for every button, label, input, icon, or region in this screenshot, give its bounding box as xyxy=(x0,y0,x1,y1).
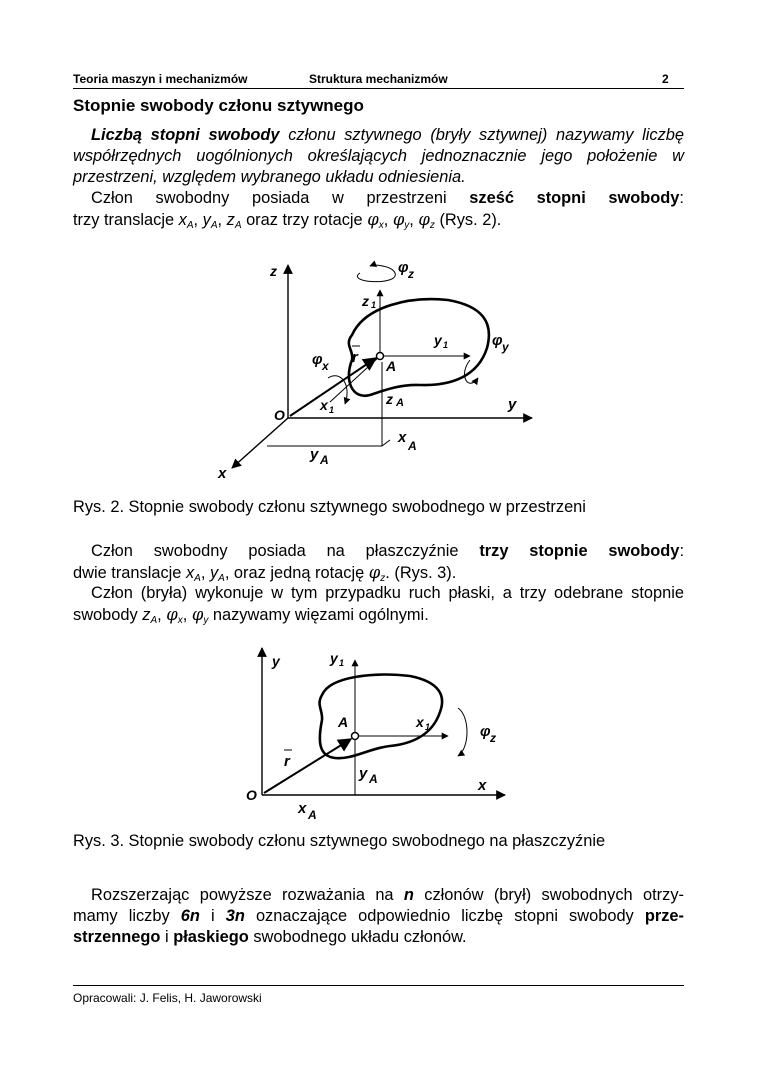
svg-text:O: O xyxy=(274,407,285,423)
paragraph-extension-line1: Rozszerzając powyższe rozważania na n członów (brył) swobodnych otrzy- xyxy=(91,886,684,904)
svg-text:y: y xyxy=(434,332,442,348)
svg-text:1: 1 xyxy=(425,722,431,732)
header-center: Struktura mechanizmów xyxy=(309,72,448,86)
svg-text:x: x xyxy=(298,800,307,817)
svg-text:φ: φ xyxy=(312,351,323,368)
svg-text:1: 1 xyxy=(443,340,449,350)
svg-text:y: y xyxy=(310,446,319,463)
svg-text:φ: φ xyxy=(480,723,491,740)
paragraph-definition: Liczbą stopni swobody członu sztywnego (bryły sztywnej) nazywamy liczbę współrzędnych uogólnionych określających jednoznacznie jego położenie w przestrzeni, względem wybranego układu odniesienia. xyxy=(73,126,685,186)
svg-text:x: x xyxy=(218,465,227,482)
rigid-body-outline xyxy=(349,299,489,396)
svg-text:A: A xyxy=(408,439,417,453)
svg-text:x: x xyxy=(398,429,407,446)
svg-text:x: x xyxy=(322,359,329,373)
svg-text:A: A xyxy=(386,358,397,374)
svg-text:y: y xyxy=(502,340,509,354)
svg-text:φ: φ xyxy=(492,332,503,349)
svg-text:z: z xyxy=(386,391,393,407)
header-rule xyxy=(73,88,684,89)
figure-2-caption: Rys. 2. Stopnie swobody członu sztywnego swobodnego w przestrzeni xyxy=(73,498,586,516)
figure-2-diagram xyxy=(200,250,540,490)
paragraph-constraints: Człon (bryła) wykonuje w tym przypadku ruch płaski, a trzy odebrane stopnie swobody $z_A$, $\varphi_x$, $\varphi_y$ nazywamy więzami ogólnymi. xyxy=(73,584,684,626)
svg-text:y: y xyxy=(508,396,517,413)
svg-text:r: r xyxy=(352,349,358,366)
svg-text:A: A xyxy=(369,772,378,786)
paragraph-plane-line2: dwie translacje $x_A$, $y_A$, oraz jedną rotację $\varphi_z$. (Rys. 3). xyxy=(73,563,457,584)
svg-text:A: A xyxy=(308,808,317,822)
paragraph-space: Człon swobodny posiada w przestrzeni sześć stopni swobody: xyxy=(91,189,684,207)
rotation-z-arrow xyxy=(458,708,467,756)
x-axis xyxy=(232,418,288,468)
rotation-z-arrow xyxy=(357,265,395,281)
paragraph-plane: Człon swobodny posiada na płaszczyźnie trzy stopnie swobody: xyxy=(91,542,684,560)
svg-text:x: x xyxy=(478,777,487,794)
svg-text:1: 1 xyxy=(371,300,377,310)
page-title: Stopnie swobody członu sztywnego xyxy=(73,96,364,115)
svg-text:A: A xyxy=(338,714,349,730)
paragraph-extension-line3: strzennego i płaskiego swobodnego układu członów. xyxy=(73,928,467,946)
footer-authors: Opracowali: J. Felis, H. Jaworowski xyxy=(73,991,262,1005)
svg-text:z: z xyxy=(270,263,277,279)
term-degrees-of-freedom: Liczbą stopni swobody xyxy=(91,126,280,144)
svg-text:1: 1 xyxy=(339,658,345,668)
svg-text:1: 1 xyxy=(329,405,335,415)
footer-rule xyxy=(73,985,684,986)
header-left: Teoria maszyn i mechanizmów xyxy=(73,72,248,86)
svg-text:A: A xyxy=(396,397,404,409)
point-A xyxy=(377,353,384,360)
figure-3-caption: Rys. 3. Stopnie swobody członu sztywnego swobodnego na płaszczyźnie xyxy=(73,832,606,850)
paragraph-space-line2: trzy translacje $x_A$, $y_A$, $z_A$ oraz trzy rotacje $\varphi_x$, $\varphi_y$, $\varphi_z$ (Rys. 2). xyxy=(73,210,502,231)
svg-text:z: z xyxy=(362,293,369,309)
paragraph-extension-line2: mamy liczby 6n i 3n oznaczające odpowiednio liczbę stopni swobody prze- xyxy=(73,907,684,925)
svg-text:x: x xyxy=(320,397,328,413)
svg-text:x: x xyxy=(416,714,424,730)
svg-text:φ: φ xyxy=(398,259,409,276)
figure-3-diagram xyxy=(240,640,520,830)
svg-text:r: r xyxy=(284,753,290,770)
svg-text:A: A xyxy=(320,453,329,467)
svg-text:y: y xyxy=(330,650,338,666)
svg-text:y: y xyxy=(359,765,368,782)
svg-text:z: z xyxy=(408,267,414,281)
svg-text:y: y xyxy=(272,653,280,669)
page-number: 2 xyxy=(662,72,669,86)
position-vector xyxy=(264,739,351,793)
svg-text:z: z xyxy=(490,731,496,745)
svg-text:O: O xyxy=(246,787,257,803)
point-A xyxy=(352,733,359,740)
